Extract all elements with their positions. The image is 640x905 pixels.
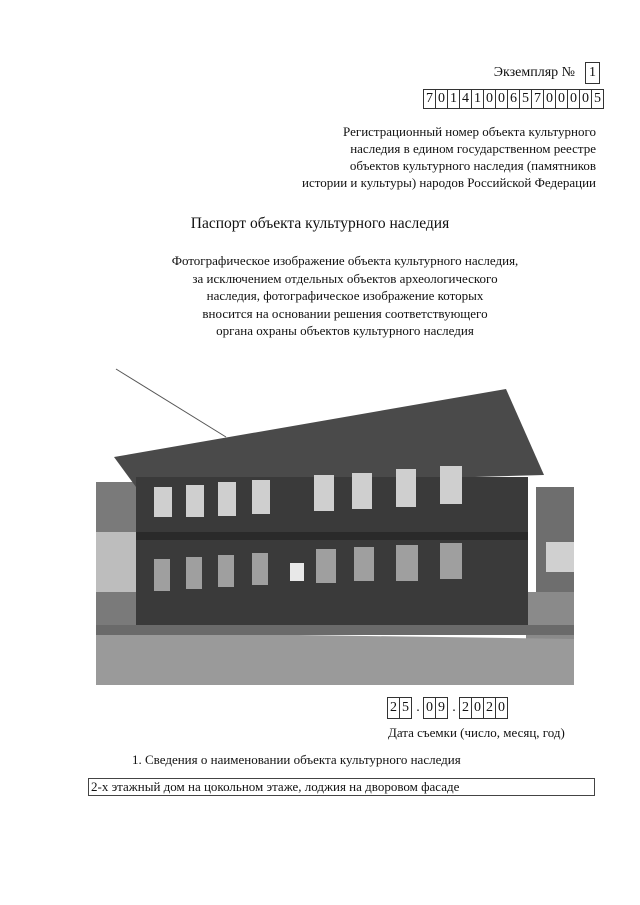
reg-digit: 0 <box>567 89 580 109</box>
shoot-date-caption: Дата съемки (число, месяц, год) <box>388 725 565 740</box>
note-line: органа охраны объектов культурного наследия <box>216 323 474 338</box>
reg-digit: 0 <box>543 89 556 109</box>
date-digit: 0 <box>423 697 436 719</box>
copy-number-box: 1 <box>585 62 600 84</box>
reg-digit: 0 <box>495 89 508 109</box>
copy-label: Экземпляр № <box>493 65 575 80</box>
note-line: наследия, фотографическое изображение которых <box>206 288 484 303</box>
date-digit: 0 <box>495 697 508 719</box>
registration-number <box>424 89 604 109</box>
date-digit: 2 <box>459 697 472 719</box>
date-digit: 0 <box>471 697 484 719</box>
photo-requirement-note <box>0 252 640 340</box>
date-digit: 2 <box>483 697 496 719</box>
reg-digit: 0 <box>555 89 568 109</box>
reg-digit: 5 <box>519 89 532 109</box>
reg-digit: 7 <box>531 89 544 109</box>
shoot-date <box>388 697 508 719</box>
reg-digit: 0 <box>435 89 448 109</box>
reg-digit: 0 <box>579 89 592 109</box>
date-digit: 2 <box>387 697 400 719</box>
reg-digit: 5 <box>591 89 604 109</box>
reg-digit: 7 <box>423 89 436 109</box>
caption-line: истории и культуры) народов Российской Федерации <box>302 175 596 190</box>
reg-digit: 4 <box>459 89 472 109</box>
section-1-heading: 1. Сведения о наименовании объекта культурного наследия <box>132 752 461 767</box>
reg-digit: 1 <box>447 89 460 109</box>
date-separator: . <box>416 700 420 715</box>
reg-digit: 1 <box>471 89 484 109</box>
note-line: за исключением отдельных объектов археологического <box>192 270 498 286</box>
note-line: Фотографическое изображение объекта культурного наследия, <box>171 253 519 268</box>
registration-caption <box>276 123 596 191</box>
caption-line: наследия в едином государственном реестре <box>350 141 596 156</box>
copy-number-row <box>494 62 600 84</box>
document-title: Паспорт объекта культурного наследия <box>190 215 450 232</box>
date-separator: . <box>452 700 456 715</box>
reg-digit: 0 <box>483 89 496 109</box>
caption-line: Регистрационный номер объекта культурного <box>343 124 596 139</box>
caption-line: объектов культурного наследия (памятников <box>349 158 596 173</box>
building-photo <box>96 367 574 685</box>
reg-digit: 6 <box>507 89 520 109</box>
note-line: вносится на основании решения соответствующего <box>202 305 488 321</box>
object-name-field: 2-х этажный дом на цокольном этаже, лоджия на дворовом фасаде <box>88 778 595 796</box>
date-digit: 5 <box>399 697 412 719</box>
date-digit: 9 <box>435 697 448 719</box>
